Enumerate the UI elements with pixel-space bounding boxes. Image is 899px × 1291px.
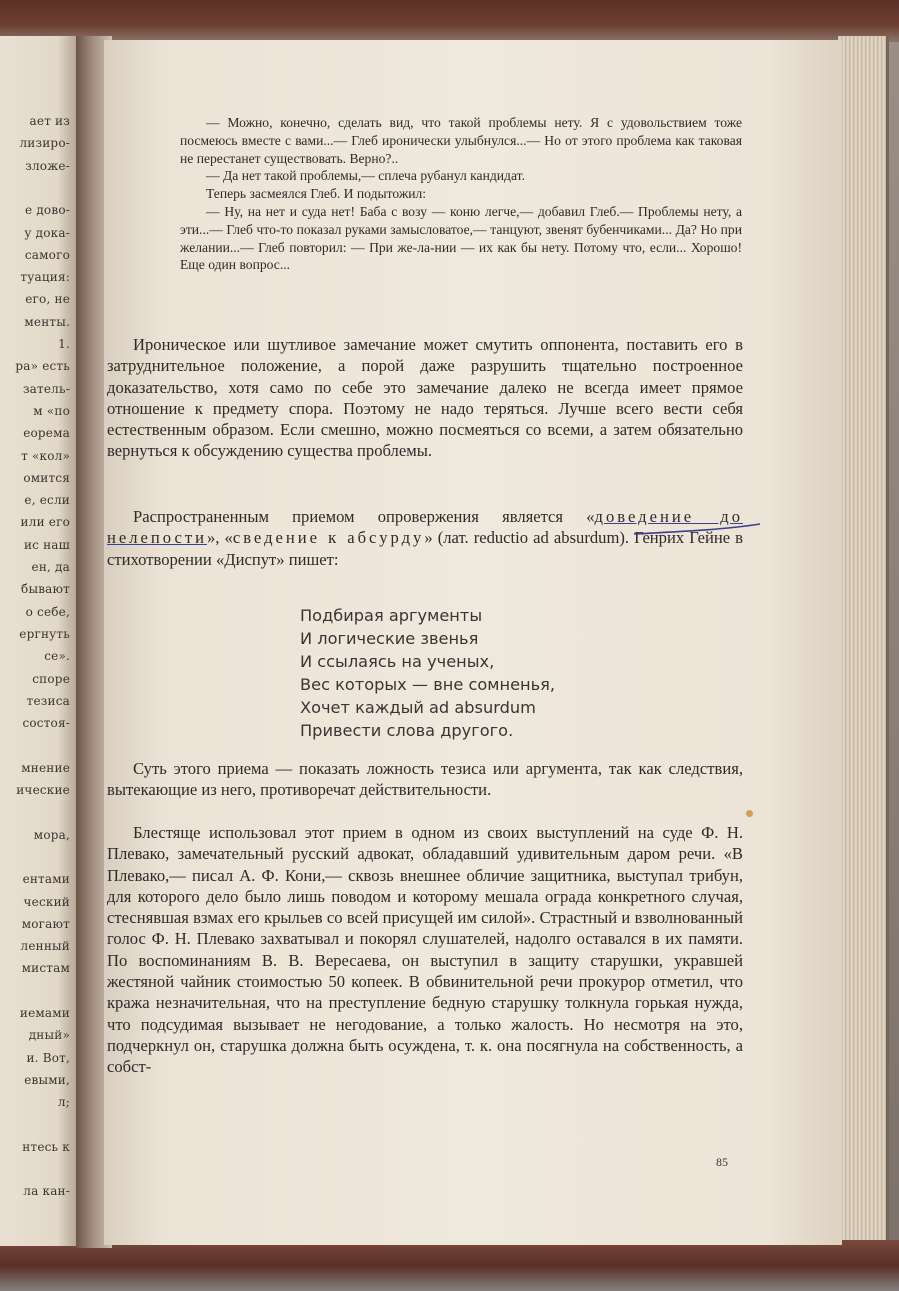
poem-line: Привести слова другого. — [300, 721, 514, 740]
left-page-line: мистам — [21, 961, 70, 976]
body-paragraph: Блестяще использовал этот прием в одном из своих выступлений на суде Ф. Н. Плевако, замечательный русский адвокат, обладавший удивительным даром речи. «В Плевако,— писал А. Ф. Кони,— сквозь внешнее обличие защитника, выступал трибун, для которого дело было лишь поводом и которому мешала ограда конкретного случая, стеснявшая взмах его крыльев со всей присущей им силой». Страстный и взволнованный голос Ф. Н. Плевако захватывал и покорял слушателей, надолго оставался в их памяти. По воспоминаниям В. В. Вересаева, он выступил в защиту старушки, укравшей жестяной чайник стоимостью 50 копеек. В обвинительной речи прокурор отметил, что кража незначительная, что на преступление бедную старушку толкнула горькая нужда, что подсудимая вызывает не негодование, а только жалость. Но несмотря на это, подчеркнул он, старушка должна быть осуждена, т. к. она посягнула на собственность, а собст- — [107, 823, 743, 1077]
left-page-line: ра» есть — [15, 359, 70, 374]
poem-line: И ссылаясь на ученых, — [300, 652, 495, 671]
body-paragraph: Ироническое или шутливое замечание может смутить оппонента, поставить его в затруднительное положение, а порой даже разрушить тщательно построенное доказательство, хотя само по себе это замечание далеко не всегда имеет прямое отношение к предмету спора. Поэтому не надо теряться. Лучше всего вести себя естественным образом. Если смешно, можно посмеяться со всеми, а затем обязательно вернуться к обсуждению существа проблемы. — [107, 335, 743, 461]
left-page-line: евыми, — [24, 1072, 70, 1087]
poem-line: И логические звенья — [300, 629, 479, 648]
left-page-line: зложе- — [25, 158, 70, 173]
left-page-line: бывают — [21, 582, 70, 597]
left-page-line: ис наш — [23, 537, 70, 552]
left-page-line: тезиса — [26, 693, 70, 708]
left-page-line: у дока- — [24, 225, 70, 240]
book-cover-top — [0, 0, 899, 42]
left-page-line: дный» — [28, 1028, 70, 1043]
left-page-line: еорема — [23, 426, 70, 441]
left-page-line: менты. — [24, 314, 70, 329]
left-page-line: споре — [32, 671, 70, 686]
text-fragment: », « — [206, 528, 233, 548]
left-page-line: е дово- — [25, 203, 70, 218]
left-page — [0, 36, 82, 1246]
left-page-line: о себе, — [25, 604, 70, 619]
left-page-line: ергнуть — [19, 626, 70, 641]
page-edges — [838, 36, 889, 1261]
body-paragraph: Суть этого приема — показать ложность тезиса или аргумента, так как следствия, вытекающие из него, противоречат действительности. — [107, 759, 743, 800]
left-page-line: е, если — [24, 493, 70, 508]
quote-paragraph: — Можно, конечно, сделать вид, что такой проблемы нету. Я с удовольствием тоже посмеюсь вместе с вами...— Глеб иронически улыбнулся...— Но от этого проблема как таковая не перестанет существовать. Верно?.. — [180, 115, 742, 166]
left-page-line: м «по — [33, 403, 70, 418]
left-page-line: ла кан- — [23, 1184, 70, 1199]
left-page-line: ает из — [29, 114, 70, 128]
left-page-line: затель- — [22, 381, 70, 396]
poem-line: Подбирая аргументы — [300, 606, 483, 625]
left-page-line: туация: — [20, 270, 70, 285]
left-page-line: т «кол» — [21, 448, 70, 463]
quote-paragraph: Теперь засмеялся Глеб. И подытожил: — [206, 186, 427, 202]
left-page-line: и. Вот, — [26, 1050, 70, 1065]
left-page-line: нтесь к — [22, 1139, 70, 1154]
page-number: 85 — [716, 1155, 728, 1169]
poem-line: Хочет каждый ad absurdum — [300, 698, 536, 717]
left-page-line: 1. — [58, 337, 70, 351]
text-fragment: » (лат. reductio ad absurdum). Генрих Гейне в стихотворении «Диспут» пишет: — [107, 528, 743, 569]
left-page-line: мора, — [33, 827, 70, 842]
left-page-line: лизиро- — [19, 136, 70, 151]
left-page-line: могают — [21, 916, 70, 931]
pen-underline-mark — [632, 520, 762, 540]
spaced-term: сведение к абсурду — [232, 528, 425, 548]
left-page-line: ентами — [22, 872, 70, 887]
left-page-line: л; — [57, 1095, 70, 1110]
left-page-line: се». — [44, 649, 70, 664]
left-page-line: ен, да — [31, 560, 70, 574]
left-page-line: или его — [20, 515, 70, 530]
left-page-line: ленный — [20, 939, 70, 954]
paragraph-essence — [107, 758, 743, 801]
spaced-term: доведение до нелепости — [107, 507, 743, 548]
left-page-line: мнение — [21, 760, 70, 775]
heine-poem — [300, 604, 630, 742]
left-page-line: омится — [23, 470, 70, 485]
left-page-line: самого — [24, 247, 70, 262]
poem-line: Вес которых — вне сомненья, — [300, 675, 556, 694]
paragraph-irony — [107, 334, 743, 462]
quote-paragraph: — Да нет такой проблемы,— сплеча рубанул кандидат. — [206, 168, 525, 184]
left-page-line: иемами — [19, 1006, 70, 1020]
paragraph-plevako — [107, 822, 743, 1078]
quoted-dialogue — [180, 114, 742, 274]
book-cover-bottom — [0, 1240, 899, 1291]
left-page-line: ические — [16, 783, 70, 797]
left-page-line: состоя- — [22, 716, 70, 731]
text-fragment: Распространенным приемом опровержения является « — [133, 507, 595, 526]
left-page-line: ческий — [23, 894, 70, 909]
quote-paragraph: — Ну, на нет и суда нет! Баба с возу — коню легче,— добавил Глеб.— Проблемы нету, а эти...— Глеб что-то показал руками замысловатое,— танцуют, звенят бубенчиками... Да? Но при желании...— Глеб повторил: — При же-ла-нии — их как бы нету. Потому что, если... Хорошо! Еще один вопрос... — [180, 203, 742, 273]
left-page-line: его, не — [25, 292, 70, 307]
stain-mark — [746, 810, 753, 817]
